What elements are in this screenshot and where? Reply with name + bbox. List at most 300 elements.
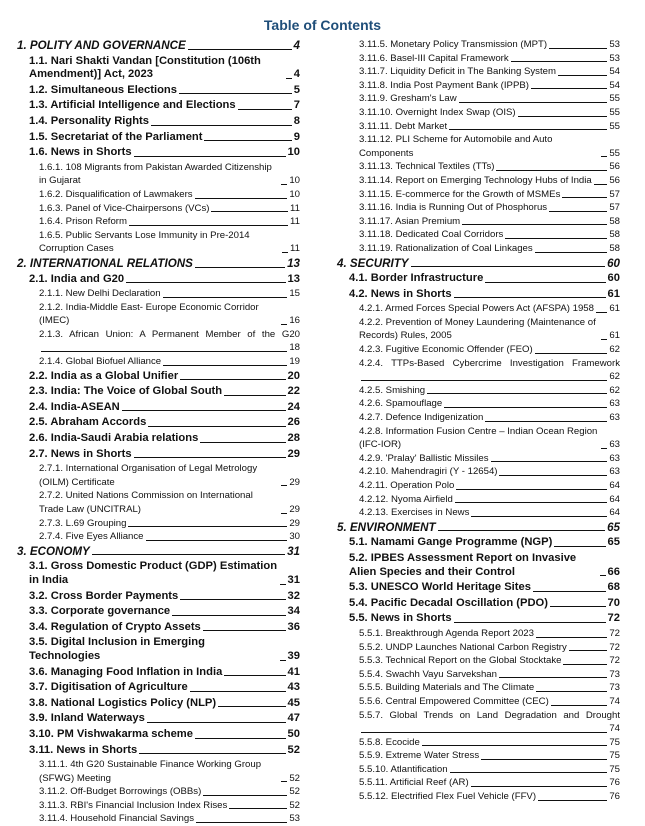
toc-leader-line xyxy=(281,324,287,325)
toc-entry-page: 70 xyxy=(607,596,620,609)
toc-entry-title: 3.2. Cross Border Payments xyxy=(29,589,179,602)
toc-leader-line xyxy=(563,664,607,665)
toc-entry-page: 64 xyxy=(609,480,620,491)
toc-entry-title: 1.6.4. Prison Reform xyxy=(39,216,127,228)
toc-entry[interactable] xyxy=(17,727,300,743)
toc-entry[interactable] xyxy=(337,52,620,66)
toc-right-column xyxy=(337,38,620,804)
toc-entry-title: 1.4. Personality Rights xyxy=(29,114,149,127)
toc-leader-line xyxy=(455,502,607,503)
toc-entry-title: 2.6. India-Saudi Arabia relations xyxy=(29,432,199,445)
toc-leader-line xyxy=(126,282,285,283)
toc-entry[interactable] xyxy=(337,106,620,120)
toc-entry-title: 2.2. India as a Global Unifier xyxy=(29,369,179,382)
toc-leader-line xyxy=(538,800,607,801)
toc-entry-title: 4.1. Border Infrastructure xyxy=(349,272,484,285)
toc-entry-title: 3.11.12. PLI Scheme for Automobile and Auto Components xyxy=(359,134,553,159)
toc-entry-title: 2. INTERNATIONAL RELATIONS xyxy=(17,256,193,270)
toc-entry[interactable] xyxy=(17,544,300,560)
toc-entry-title: 4.2.2. Prevention of Money Laundering (Maintenance of Records) Rules, 2005 xyxy=(359,316,596,342)
toc-entry-title: 2.1. India and G20 xyxy=(29,272,125,285)
toc-entry-title: 5.5.8. Ecocide xyxy=(359,736,420,748)
toc-entry-page: 63 xyxy=(609,466,620,478)
toc-entry-title: 3.11.2. Off-Budget Borrowings (OBBs) xyxy=(39,786,202,798)
toc-entry[interactable] xyxy=(337,790,620,804)
toc-leader-line xyxy=(41,351,287,352)
toc-leader-line xyxy=(92,554,285,555)
toc-entry-page: 24 xyxy=(287,400,300,413)
toc-entry-title: 5.4. Pacific Decadal Oscillation (PDO) xyxy=(349,596,548,609)
toc-entry[interactable] xyxy=(17,272,300,288)
toc-leader-line xyxy=(569,650,608,651)
toc-entry-page: 54 xyxy=(609,79,620,91)
toc-entry-title: 5.5.6. Central Empowered Committee (CEC) xyxy=(359,695,549,707)
toc-entry-title: 4. SECURITY xyxy=(337,256,409,270)
toc-entry-page: 75 xyxy=(609,750,620,762)
toc-entry-title: 3.9. Inland Waterways xyxy=(29,712,145,725)
toc-leader-line xyxy=(128,526,287,527)
toc-leader-line xyxy=(601,156,607,157)
toc-entry-page: 61 xyxy=(609,303,620,315)
toc-entry[interactable] xyxy=(337,425,620,452)
toc-entry-page: 56 xyxy=(609,161,620,173)
toc-entry[interactable] xyxy=(337,38,620,52)
toc-entry[interactable] xyxy=(17,589,300,605)
toc-leader-line xyxy=(533,591,606,592)
toc-leader-line xyxy=(146,540,288,541)
toc-entry-page: 60 xyxy=(607,256,620,270)
toc-entry-title: 5.5.9. Extreme Water Stress xyxy=(359,750,480,762)
toc-leader-line xyxy=(496,170,607,171)
toc-entry-title: 3.5. Digital Inclusion in Emerging Technologies xyxy=(29,636,205,662)
toc-entry-page: 16 xyxy=(289,315,300,327)
toc-leader-line xyxy=(454,622,606,623)
toc-entry-page: 64 xyxy=(609,493,620,505)
toc-entry[interactable] xyxy=(337,452,620,466)
toc-entry-page: 73 xyxy=(609,668,620,680)
toc-entry-title: 2.4. India-ASEAN xyxy=(29,400,120,413)
toc-entry[interactable] xyxy=(17,256,300,272)
toc-entry[interactable] xyxy=(17,743,300,759)
toc-entry-page: 18 xyxy=(289,342,300,354)
toc-entry-title: 5.5.3. Technical Report on the Global Stocktake xyxy=(359,655,562,667)
toc-entry[interactable] xyxy=(337,302,620,316)
toc-entry-page: 57 xyxy=(609,202,620,214)
toc-leader-line xyxy=(549,48,607,49)
toc-title: Table of Contents xyxy=(263,17,382,33)
toc-leader-line xyxy=(180,599,285,600)
toc-entry-page: 31 xyxy=(287,544,300,558)
toc-entry[interactable] xyxy=(17,287,300,301)
toc-entry-page: 58 xyxy=(609,215,620,227)
toc-leader-line xyxy=(535,252,608,253)
toc-entry[interactable] xyxy=(337,133,620,160)
toc-leader-line xyxy=(281,184,287,185)
toc-entry-page: 13 xyxy=(287,272,300,285)
toc-entry-page: 10 xyxy=(287,146,300,159)
toc-entry-page: 53 xyxy=(609,39,620,50)
toc-leader-line xyxy=(438,530,606,531)
toc-entry-page: 68 xyxy=(607,581,620,594)
toc-entry[interactable] xyxy=(17,98,300,114)
toc-leader-line xyxy=(459,102,608,103)
toc-entry[interactable] xyxy=(17,812,300,826)
toc-leader-line xyxy=(551,705,608,706)
toc-leader-line xyxy=(471,786,608,787)
toc-entry-title: 4.2.13. Exercises in News xyxy=(359,507,470,519)
toc-leader-line xyxy=(499,475,607,476)
toc-leader-line xyxy=(163,297,288,298)
toc-leader-line xyxy=(180,379,285,380)
toc-entry-title: 3.4. Regulation of Crypto Assets xyxy=(29,620,201,633)
toc-entry[interactable] xyxy=(337,535,620,551)
toc-entry[interactable] xyxy=(337,242,620,256)
toc-entry-title: 2.7.4. Five Eyes Alliance xyxy=(39,531,144,543)
toc-entry-title: 1.6.3. Panel of Vice-Chairpersons (VCs) xyxy=(39,202,210,214)
toc-entry-page: 73 xyxy=(609,682,620,694)
toc-entry-title: 4.2.8. Information Fusion Centre – Indian Ocean Region (IFC-IOR) xyxy=(359,425,598,451)
toc-entry-page: 63 xyxy=(609,439,620,451)
toc-entry-title: 4.2.3. Fugitive Economic Offender (FEO) xyxy=(359,344,533,356)
toc-leader-line xyxy=(361,380,607,381)
toc-entry-page: 58 xyxy=(609,242,620,254)
toc-entry[interactable] xyxy=(17,188,300,202)
toc-entry[interactable] xyxy=(17,114,300,130)
toc-entry-title: 3.11. News in Shorts xyxy=(29,743,138,756)
toc-leader-line xyxy=(594,184,608,185)
toc-leader-line xyxy=(485,282,605,283)
toc-entry[interactable] xyxy=(17,355,300,369)
toc-entry-title: 5. ENVIRONMENT xyxy=(337,520,436,534)
toc-entry[interactable] xyxy=(17,145,300,161)
toc-entry-page: 55 xyxy=(609,120,620,132)
toc-entry-page: 8 xyxy=(293,114,300,127)
toc-entry[interactable] xyxy=(17,462,300,489)
toc-entry[interactable] xyxy=(337,92,620,106)
toc-entry[interactable] xyxy=(17,83,300,99)
toc-entry-page: 65 xyxy=(607,536,620,549)
toc-entry-page: 11 xyxy=(290,202,300,214)
toc-entry-title: 3.8. National Logistics Policy (NLP) xyxy=(29,696,217,709)
toc-entry-page: 34 xyxy=(287,605,300,618)
toc-entry-title: 2.7.2. United Nations Commission on International Trade Law (UNCITRAL) xyxy=(39,490,253,515)
toc-leader-line xyxy=(444,407,607,408)
toc-entry-page: 65 xyxy=(607,520,620,534)
toc-entry[interactable] xyxy=(337,271,620,287)
toc-leader-line xyxy=(511,61,608,62)
toc-entry-title: 1.2. Simultaneous Elections xyxy=(29,83,177,96)
toc-entry[interactable] xyxy=(337,627,620,641)
toc-entry-title: 2.1.4. Global Biofuel Alliance xyxy=(39,356,162,368)
toc-leader-line xyxy=(195,738,286,739)
toc-entry[interactable] xyxy=(17,447,300,463)
toc-entry-page: 29 xyxy=(287,447,300,460)
toc-entry-page: 66 xyxy=(607,565,620,578)
toc-leader-line xyxy=(450,772,608,773)
toc-leader-line xyxy=(224,675,285,676)
toc-entry-page: 31 xyxy=(287,573,300,586)
toc-entry-page: 72 xyxy=(609,641,620,653)
toc-entry-title: 1.5. Secretariat of the Parliament xyxy=(29,130,203,143)
toc-entry-title: 3.11.19. Rationalization of Coal Linkages xyxy=(359,242,533,254)
toc-entry[interactable] xyxy=(337,654,620,668)
toc-entry[interactable] xyxy=(337,681,620,695)
toc-leader-line xyxy=(224,395,285,396)
toc-entry-page: 75 xyxy=(609,763,620,775)
toc-entry[interactable] xyxy=(17,202,300,216)
toc-entry-title: 5.5.5. Building Materials and The Climate xyxy=(359,682,535,694)
toc-entry-page: 19 xyxy=(289,356,300,368)
toc-entry-page: 64 xyxy=(609,507,620,519)
toc-entry-title: 3.11.10. Overnight Index Swap (OIS) xyxy=(359,106,516,118)
toc-entry-page: 58 xyxy=(609,229,620,241)
toc-entry[interactable] xyxy=(17,620,300,636)
toc-entry-page: 57 xyxy=(609,188,620,200)
toc-entry-page: 36 xyxy=(287,620,300,633)
toc-entry[interactable] xyxy=(17,161,300,188)
toc-leader-line xyxy=(600,575,606,576)
toc-entry[interactable] xyxy=(337,695,620,709)
toc-entry-title: 2.7. News in Shorts xyxy=(29,447,132,460)
toc-entry[interactable] xyxy=(337,215,620,229)
toc-entry-page: 54 xyxy=(609,66,620,78)
toc-entry-page: 61 xyxy=(609,330,620,342)
toc-entry-page: 20 xyxy=(287,369,300,382)
toc-leader-line xyxy=(536,691,607,692)
toc-entry-page: 43 xyxy=(287,681,300,694)
toc-entry-page: 55 xyxy=(609,93,620,105)
toc-entry[interactable] xyxy=(17,559,300,588)
toc-entry[interactable] xyxy=(337,397,620,411)
toc-entry[interactable] xyxy=(17,384,300,400)
toc-leader-line xyxy=(211,211,288,212)
toc-entry[interactable] xyxy=(337,506,620,520)
toc-entry-page: 53 xyxy=(609,52,620,64)
toc-entry-title: 3. ECONOMY xyxy=(17,544,90,558)
toc-entry-page: 10 xyxy=(289,188,300,200)
toc-leader-line xyxy=(148,426,285,427)
toc-entry[interactable] xyxy=(337,520,620,536)
toc-entry[interactable] xyxy=(17,635,300,664)
toc-entry[interactable] xyxy=(337,174,620,188)
toc-entry-page: 32 xyxy=(287,589,300,602)
toc-entry[interactable] xyxy=(337,65,620,79)
toc-entry-title: 1.6. News in Shorts xyxy=(29,146,132,159)
toc-entry-page: 39 xyxy=(287,649,300,662)
toc-entry-title: 3.6. Managing Food Inflation in India xyxy=(29,665,223,678)
toc-entry[interactable] xyxy=(17,415,300,431)
toc-leader-line xyxy=(535,353,608,354)
toc-entry-title: 4.2.12. Nyoma Airfield xyxy=(359,493,453,505)
toc-entry-title: 1.6.2. Disqualification of Lawmakers xyxy=(39,188,193,200)
toc-entry-page: 29 xyxy=(289,476,300,488)
toc-entry-page: 47 xyxy=(287,712,300,725)
toc-entry[interactable] xyxy=(337,580,620,596)
toc-leader-line xyxy=(281,485,287,486)
toc-entry-page: 63 xyxy=(609,452,620,464)
toc-leader-line xyxy=(505,238,607,239)
toc-leader-line xyxy=(531,88,607,89)
toc-entry-title: 5.3. UNESCO World Heritage Sites xyxy=(349,581,531,594)
toc-entry[interactable] xyxy=(17,799,300,813)
toc-entry-title: 3.11.4. Household Financial Savings xyxy=(39,813,195,825)
toc-entry[interactable] xyxy=(17,696,300,712)
toc-entry[interactable] xyxy=(17,785,300,799)
toc-entry-title: 1.1. Nari Shakti Vandan [Constitution (106th Amendment)] Act, 2023 xyxy=(29,54,261,81)
toc-entry[interactable] xyxy=(337,709,620,736)
toc-entry[interactable] xyxy=(337,343,620,357)
toc-entry[interactable] xyxy=(337,411,620,425)
toc-entry[interactable] xyxy=(337,763,620,777)
toc-leader-line xyxy=(411,266,606,267)
toc-leader-line xyxy=(134,156,286,157)
toc-entry-page: 74 xyxy=(609,723,620,735)
toc-entry[interactable] xyxy=(337,551,620,580)
toc-entry-page: 28 xyxy=(287,432,300,445)
toc-entry[interactable] xyxy=(337,228,620,242)
toc-entry-title: 2.7.3. L.69 Grouping xyxy=(39,517,127,529)
toc-entry[interactable] xyxy=(17,130,300,146)
toc-entry[interactable] xyxy=(17,665,300,681)
toc-entry[interactable] xyxy=(17,604,300,620)
toc-entry-title: 1. POLITY AND GOVERNANCE xyxy=(17,39,186,52)
toc-entry[interactable] xyxy=(17,489,300,516)
toc-entry[interactable] xyxy=(337,668,620,682)
toc-entry[interactable] xyxy=(337,256,620,272)
toc-entry[interactable] xyxy=(337,736,620,750)
toc-leader-line xyxy=(536,637,607,638)
toc-entry[interactable] xyxy=(337,201,620,215)
toc-entry-title: 1.3. Artificial Intelligence and Elections xyxy=(29,99,236,112)
toc-entry[interactable] xyxy=(17,215,300,229)
toc-entry-page: 52 xyxy=(287,743,300,756)
toc-leader-line xyxy=(280,584,286,585)
toc-leader-line xyxy=(456,489,607,490)
toc-entry-title: 5.5.11. Artificial Reef (AR) xyxy=(359,777,469,789)
toc-entry-title: 4.2.7. Defence Indigenization xyxy=(359,412,484,424)
toc-entry[interactable] xyxy=(17,530,300,544)
toc-entry[interactable] xyxy=(17,229,300,256)
toc-entry-title: 5.5.1. Breakthrough Agenda Report 2023 xyxy=(359,627,534,639)
toc-entry-page: 76 xyxy=(609,791,620,803)
toc-leader-line xyxy=(549,211,607,212)
toc-entry[interactable] xyxy=(17,38,300,54)
toc-leader-line xyxy=(562,197,607,198)
toc-entry[interactable] xyxy=(17,758,300,785)
toc-entry-page: 50 xyxy=(287,727,300,740)
toc-entry[interactable] xyxy=(337,641,620,655)
toc-entry[interactable] xyxy=(337,465,620,479)
toc-leader-line xyxy=(462,224,607,225)
toc-entry-title: 5.5.10. Atlantification xyxy=(359,763,448,775)
toc-leader-line xyxy=(449,129,607,130)
toc-entry[interactable] xyxy=(337,160,620,174)
toc-leader-line xyxy=(129,225,288,226)
toc-leader-line xyxy=(281,781,287,782)
toc-entry-title: 3.11.7. Liquidity Deficit in The Banking System xyxy=(359,66,556,78)
toc-entry[interactable] xyxy=(337,188,620,202)
toc-leader-line xyxy=(361,732,607,733)
toc-entry-page: 11 xyxy=(290,243,300,255)
toc-leader-line xyxy=(195,198,288,199)
toc-entry[interactable] xyxy=(337,287,620,303)
toc-entry-title: 4.2.10. Mahendragiri (Y - 12654) xyxy=(359,466,498,478)
toc-leader-line xyxy=(172,615,285,616)
toc-leader-line xyxy=(122,410,286,411)
toc-entry[interactable] xyxy=(17,517,300,531)
toc-entry-page: 53 xyxy=(289,813,300,825)
toc-leader-line xyxy=(596,312,607,313)
toc-entry[interactable] xyxy=(17,369,300,385)
toc-entry-title: 2.1.2. India-Middle East- Europe Economic Corridor (IMEC) xyxy=(39,301,259,327)
toc-entry-page: 5 xyxy=(293,83,300,96)
toc-leader-line xyxy=(554,546,605,547)
toc-entry-title: 3.11.16. India is Running Out of Phosphorus xyxy=(359,202,548,214)
toc-entry-title: 3.11.15. E-commerce for the Growth of MSMEs xyxy=(359,188,561,200)
toc-leader-line xyxy=(188,49,292,50)
toc-entry-title: 3.10. PM Vishwakarma scheme xyxy=(29,727,193,740)
toc-leader-line xyxy=(454,297,606,298)
toc-entry-page: 72 xyxy=(609,627,620,639)
toc-entry[interactable] xyxy=(17,711,300,727)
toc-leader-line xyxy=(601,448,607,449)
toc-entry[interactable] xyxy=(337,384,620,398)
toc-entry-title: 3.1. Gross Domestic Product (GDP) Estimation in India xyxy=(29,560,278,586)
toc-entry-page: 56 xyxy=(609,174,620,186)
toc-entry[interactable] xyxy=(337,479,620,493)
toc-entry-title: 5.1. Namami Gange Programme (NGP) xyxy=(349,536,553,549)
toc-entry[interactable] xyxy=(337,493,620,507)
toc-entry-page: 61 xyxy=(607,287,620,300)
toc-entry-title: 5.2. IPBES Assessment Report on Invasive Alien Species and their Control xyxy=(349,551,577,578)
toc-leader-line xyxy=(427,393,607,394)
toc-leader-line xyxy=(471,516,607,517)
toc-entry-title: 3.11.5. Monetary Policy Transmission (MPT) xyxy=(359,39,548,50)
toc-entry-page: 29 xyxy=(289,517,300,529)
toc-entry[interactable] xyxy=(17,431,300,447)
toc-entry[interactable] xyxy=(17,54,300,83)
toc-entry-title: 3.11.17. Asian Premium xyxy=(359,215,461,227)
toc-entry[interactable] xyxy=(337,357,620,384)
toc-entry[interactable] xyxy=(337,776,620,790)
toc-entry-page: 15 xyxy=(289,288,300,300)
toc-entry[interactable] xyxy=(337,596,620,612)
toc-entry-title: 3.11.14. Report on Emerging Technology Hubs of India xyxy=(359,174,592,186)
toc-entry-page: 52 xyxy=(289,772,300,784)
toc-entry[interactable] xyxy=(337,79,620,93)
toc-entry[interactable] xyxy=(17,328,300,355)
toc-entry-title: 3.11.9. Gresham's Law xyxy=(359,93,457,105)
toc-leader-line xyxy=(134,457,286,458)
toc-entry-title: 3.11.8. India Post Payment Bank (IPPB) xyxy=(359,79,529,91)
toc-entry-title: 3.11.13. Technical Textiles (TTs) xyxy=(359,161,495,173)
toc-entry[interactable] xyxy=(337,611,620,627)
toc-entry-title: 5.5. News in Shorts xyxy=(349,612,452,625)
toc-leader-line xyxy=(147,722,286,723)
toc-entry[interactable] xyxy=(17,400,300,416)
toc-entry[interactable] xyxy=(337,120,620,134)
toc-entry[interactable] xyxy=(337,749,620,763)
toc-entry[interactable] xyxy=(17,301,300,328)
toc-entry-title: 4.2.9. 'Pralay' Ballistic Missiles xyxy=(359,452,489,464)
toc-entry[interactable] xyxy=(337,316,620,343)
toc-entry-title: 4.2.11. Operation Polo xyxy=(359,480,455,491)
toc-leader-line xyxy=(151,125,292,126)
toc-entry-page: 72 xyxy=(609,655,620,667)
toc-entry-page: 72 xyxy=(607,612,620,625)
toc-entry-page: 9 xyxy=(293,130,300,143)
toc-entry[interactable] xyxy=(17,680,300,696)
